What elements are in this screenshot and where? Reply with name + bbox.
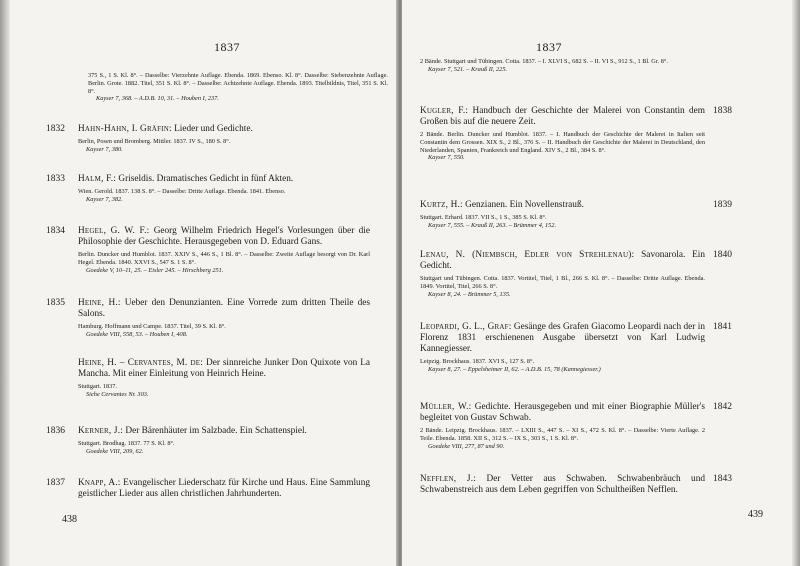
entry-number: 1836 xyxy=(46,426,65,436)
bib-entry xyxy=(420,322,732,374)
entry-number: 1834 xyxy=(46,226,65,236)
page-edge-shadow xyxy=(792,0,800,566)
entry-publication: Stuttgart. Brodhag. 1837. 77 S. Kl. 8°. xyxy=(78,440,175,447)
entry-refs: Kayser 7, 380. xyxy=(86,145,123,153)
entry-number: 1838 xyxy=(713,106,732,116)
bib-entry xyxy=(46,124,370,154)
entry-title: Gesänge des Grafen Giacomo Leopardi nach der in Florenz 1831 erschienenen Ausgabe übersetzt von Karl Ludwig Kannegiesser. xyxy=(420,322,705,354)
entry-number: 1840 xyxy=(713,250,732,260)
entry-publication: Berlin, Posen und Bromberg. Mittler. 1837. IV S., 180 S. 8°. xyxy=(78,138,231,145)
entry-title: Ueber den Denunzianten. Eine Vorrede zum dritten Theile des Salons. xyxy=(78,298,370,319)
page-number: 439 xyxy=(748,509,763,520)
entry-title: Der Vetter aus Schwaben. Schwabenbräuch und Schwabenstreich aus dem Leben gegriffen von Schultheißen Nefflen. xyxy=(420,474,705,495)
continuation-text: 375 S., 1 S. Kl. 8°. – Dasselbe: Vierzehnte Auflage. Ebenda. 1869. Ebenso. Kl. 8°. Dasselbe: Siebenzehnte Auflage. Berlin. Grote. 1882. Titel, 351 S. Kl. 8°. – Dasselbe: Achtzehnte Auflage. Ebenda. 1893. Titelbildnis, Titel, 351 S. Kl. 8°. xyxy=(88,72,388,95)
bib-entry xyxy=(420,200,732,230)
bib-entry xyxy=(420,250,732,298)
entry-author: Kerner, J.: xyxy=(78,426,124,436)
entry-author: Heine, H.: xyxy=(78,298,121,308)
entry-refs: Kayser 8, 27. – Eppelsheimer II, 62. – A.D.B. 15, 78 (Kannegiesser.) xyxy=(428,365,601,373)
entry-title: Der sinnreiche Junker Don Quixote von La Mancha. Mit einer Einleitung von Heinrich Heine. xyxy=(78,358,370,379)
continuation-entry xyxy=(420,58,705,74)
entry-author: Leopardi, G. L., Graf: xyxy=(420,322,512,332)
entry-author: Kurtz, H.: xyxy=(420,200,463,210)
entry-refs: Kayser 7, 550. xyxy=(428,154,465,162)
entry-title: Genzianen. Ein Novellenstrauß. xyxy=(465,200,584,210)
left-page xyxy=(0,0,398,566)
entry-publication: 2 Bände. Berlin. Duncker und Humblot. 1837. – I. Handbuch der Geschichte der Malerei in Italien seit Constantin dem Grossen. XIX S., 2 Bl., 376 S. – II. Handbuch der Geschichte der Malerei in Deutschland, den Niederlanden, Spanien, Frankreich und England. XIV S., 2 Bl., 384 S. 8°. xyxy=(420,131,705,154)
entry-title: Gedichte. Herausgegeben und mit einer Biographie Müller's begleitet von Gustav Schwab. xyxy=(420,402,705,423)
entry-publication: Stuttgart. Erhard. 1837. VII S., 1 S., 385 S. Kl. 8°. xyxy=(420,214,547,221)
entry-number: 1842 xyxy=(713,402,732,412)
entry-refs: Kayser 7, 555. – Krauß II, 263. – Brümmer 4, 152. xyxy=(428,221,557,229)
entry-number: 1839 xyxy=(713,200,732,210)
entry-title: Handbuch der Geschichte der Malerei von Constantin dem Großen bis auf die neuere Zeit. xyxy=(420,106,706,127)
entry-author: Müller, W.: xyxy=(420,402,472,412)
entry-publication: Stuttgart. 1837. xyxy=(78,383,118,390)
entry-publication: Hamburg. Hoffmann und Campe. 1837. Titel, 39 S. Kl. 8°. xyxy=(78,323,226,330)
entry-number: 1841 xyxy=(713,322,732,332)
entry-number: 1835 xyxy=(46,298,65,308)
entry-number: 1833 xyxy=(46,174,65,184)
entry-refs: Goedeke V, 10–11, 25. – Eisler 245. – Hirschberg 251. xyxy=(86,266,224,274)
entry-publication: Stuttgart und Tübingen. Cotta. 1837. Vortitel, Titel, 1 Bl., 266 S. Kl. 8°. – Dasselbe: Dritte Auflage. Ebenda. 1849. Vortitel, Titel, 266 S. 8°. xyxy=(420,275,705,290)
entry-publication: Berlin. Duncker und Humblot. 1837. XXIV S., 446 S., 1 Bl. 8°. – Dasselbe: Zweite Auflage besorgt von Dr. Karl Hegel. Ebenda. 1840. XXVI S., 547 S. 1 S. 8°. xyxy=(78,251,370,266)
entry-author: Lenau, N. (Niembsch, Edler von Strehlenau): xyxy=(420,250,635,260)
bib-entry xyxy=(46,226,370,274)
right-page xyxy=(402,0,800,566)
continuation-entry xyxy=(88,72,388,103)
entry-refs: Kayser 8, 24. – Brümmer 5, 135. xyxy=(428,290,511,298)
entry-author: Heine, H. – Cervantes, M. de: xyxy=(78,358,204,368)
entry-title: Georg Wilhelm Friedrich Hegel's Vorlesungen über die Philosophie der Geschichte. Herausgegeben von D. Eduard Gans. xyxy=(78,226,370,247)
bib-entry xyxy=(420,474,732,496)
entry-title: Griseldis. Dramatisches Gedicht in fünf Akten. xyxy=(118,174,294,184)
bib-entry xyxy=(46,478,370,500)
bib-entry xyxy=(46,426,370,456)
entry-title: Lieder und Gedichte. xyxy=(174,124,253,134)
entry-title: Evangelischer Liederschatz für Kirche und Haus. Eine Sammlung geistlicher Lieder aus allen christlichen Jahrhunderten. xyxy=(78,478,370,499)
entry-author: Halm, F.: xyxy=(78,174,117,184)
entry-number: 1843 xyxy=(713,474,732,484)
entry-author: Knapp, A.: xyxy=(78,478,121,488)
entry-author: Nefflen, J.: xyxy=(420,474,477,484)
entry-number: 1837 xyxy=(46,478,65,488)
entry-refs: Kayser 7, 382. xyxy=(86,195,123,203)
running-year-heading: 1837 xyxy=(214,40,240,54)
entry-author: Hegel, G. W. F.: xyxy=(78,226,150,236)
entry-refs: Goedeke VIII, 209, 62. xyxy=(86,447,144,455)
bib-entry xyxy=(46,358,370,399)
entry-author: Kugler, F.: xyxy=(420,106,469,116)
continuation-text: 2 Bände. Stuttgart und Tübingen. Cotta. 1837. – I. XLVI S., 682 S. – II. VI S., 912 S., 1 Bl. Gr. 8°. xyxy=(420,58,668,65)
continuation-refs: Kayser 7, 368. – A.D.B. 10, 31. – Houben I, 237. xyxy=(96,95,219,103)
entry-author: Hahn-Hahn, I. Gräfin: xyxy=(78,124,172,134)
entry-publication: Leipzig. Brockhaus. 1837. XVI S., 127 S. 8°. xyxy=(420,358,535,365)
running-year-heading: 1837 xyxy=(536,40,562,54)
entry-publication: 2 Bände. Leipzig. Brockhaus. 1837. – LXIII S., 447 S. – XI S., 472 S. Kl. 8°. – Dasselbe: Vierte Auflage. 2 Teile. Ebenda. 1858. XII S., 312 S. – IX S., 303 S., 1 S. Kl. 8°. xyxy=(420,427,705,442)
bib-entry xyxy=(420,402,732,450)
page-number: 438 xyxy=(62,514,77,525)
entry-number: 1832 xyxy=(46,124,65,134)
entry-refs: Siehe Cervantes Nr. 303. xyxy=(86,390,149,398)
continuation-refs: Kayser 7, 521. – Krauß II, 225. xyxy=(428,65,508,73)
entry-refs: Goedeke VIII, 277, 87 und 90. xyxy=(428,442,505,450)
page-edge-shadow xyxy=(0,0,10,566)
entry-publication: Wien. Gerold. 1837. 138 S. 8°. – Dasselbe: Dritte Auflage. Ebenda. 1841. Ebenso. xyxy=(78,188,286,195)
bib-entry xyxy=(46,298,370,339)
entry-title: Savonarola. Ein Gedicht. xyxy=(420,250,706,271)
bib-entry xyxy=(420,106,732,162)
entry-refs: Goedeke VIII, 558, 53. – Houben I, 408. xyxy=(86,330,188,338)
entry-title: Der Bärenhäuter im Salzbade. Ein Schattenspiel. xyxy=(125,426,307,436)
bib-entry xyxy=(46,174,370,204)
